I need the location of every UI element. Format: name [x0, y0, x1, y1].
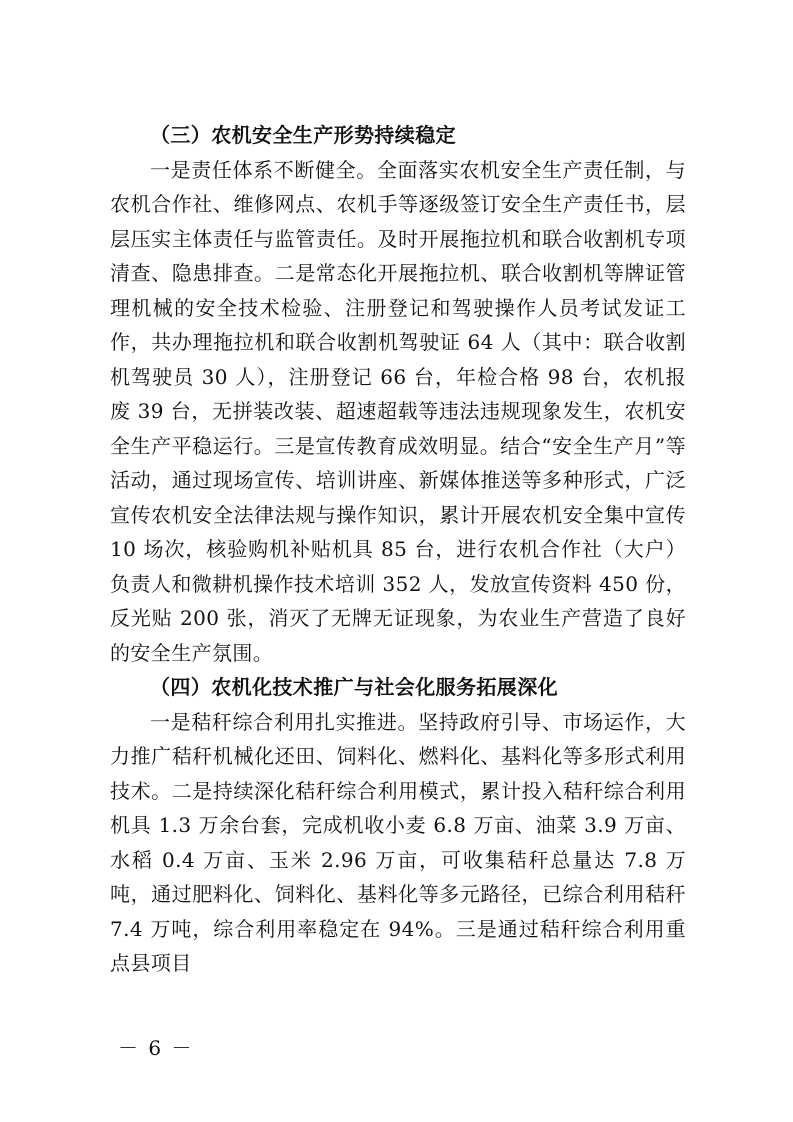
section-heading-4: （四）农机化技术推广与社会化服务拓展深化 — [150, 675, 558, 699]
document-body — [110, 118, 686, 981]
section-paragraph-3: 一是责任体系不断健全。全面落实农机安全生产责任制，与农机合作社、维修网点、农机手等逐级签订安全生产责任书，层层压实主体责任与监管责任。及时开展拖拉机和联合收割机专项清查、隐患排查。二是常态化开展拖拉机、联合收割机等牌证管理机械的安全技术检验、注册登记和驾驶操作人员考试发证工作，共办理拖拉机和联合收割机驾驶证 64 人（其中：联合收割机驾驶员 30 人），注册登记 66 台，年检合格 98 台，农机报废 39 台，无拼装改装、超速超载等违法违规现象发生，农机安全生产平稳运行。三是宣传教育成效明显。结合“安全生产月”等活动，通过现场宣传、培训讲座、新媒体推送等多种形式，广泛宣传农机安全法律法规与操作知识，累计开展农机安全集中宣传 10 场次，核验购机补贴机具 85 台，进行农机合作社（大户）负责人和微耕机操作技术培训 352 人，发放宣传资料 450 份，反光贴 200 张，消灭了无牌无证现象，为农业生产营造了良好的安全生产氛围。 — [110, 157, 686, 665]
page-number: － 6 － — [118, 1036, 194, 1060]
section-paragraph-4: 一是秸秆综合利用扎实推进。坚持政府引导、市场运作，大力推广秸秆机械化还田、饲料化、燃料化、基料化等多形式利用技术。二是持续深化秸秆综合利用模式，累计投入秸秆综合利用机具 1.3 万余台套，完成机收小麦 6.8 万亩、油菜 3.9 万亩、水稻 0.4 万亩、玉米 2.96 万亩，可收集秸秆总量达 7.8 万吨，通过肥料化、饲料化、基料化等多元路径，已综合利用秸秆 7.4 万吨，综合利用率稳定在 94%。三是通过秸秆综合利用重点县项目 — [110, 709, 686, 975]
section-heading-3: （三）农机安全生产形势持续稳定 — [150, 123, 456, 147]
